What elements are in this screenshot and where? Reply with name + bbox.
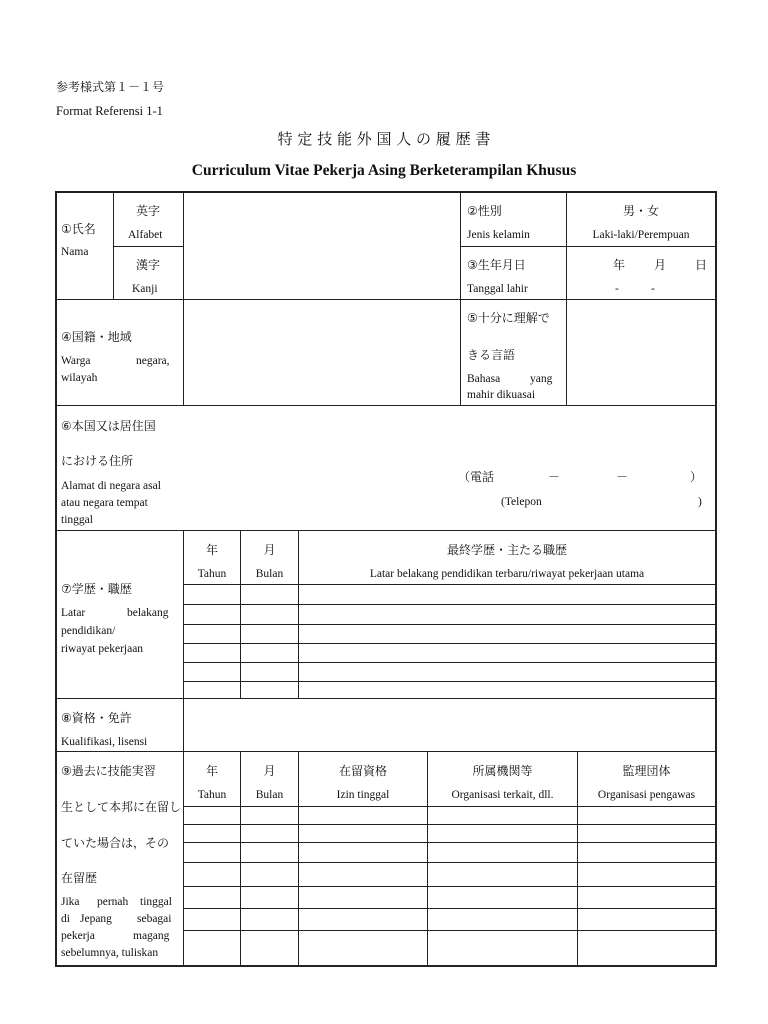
stay-col-month-id: Bulan bbox=[255, 789, 284, 801]
qualification-label-jp: ⑧資格・免許 bbox=[61, 711, 132, 725]
nationality-label-id-1: Warga bbox=[61, 355, 91, 367]
stay-col-org-jp: 所属機関等 bbox=[472, 764, 533, 778]
nationality-label-jp: ④国籍・地域 bbox=[61, 330, 132, 344]
stay-col-month-jp: 月 bbox=[263, 764, 276, 778]
phone-label-id: (Telepon bbox=[501, 496, 542, 508]
name-label-id: Nama bbox=[61, 246, 89, 258]
edu-col-month-id: Bulan bbox=[255, 568, 284, 580]
birthdate-field[interactable] bbox=[567, 248, 715, 298]
alphabet-label-jp: 英字 bbox=[136, 204, 161, 218]
past-stay-label-id-3b: magang bbox=[133, 930, 170, 942]
gender-options-jp[interactable]: 男・女 bbox=[622, 204, 659, 218]
name-alphabet-field[interactable] bbox=[185, 193, 459, 245]
title-jp: 特 定 技 能 外 国 人 の 履 歴 書 bbox=[277, 130, 491, 148]
phone-dash-2: － bbox=[616, 470, 629, 484]
stay-col-supervisor-jp: 監理団体 bbox=[622, 764, 671, 778]
edu-col-month-jp: 月 bbox=[263, 543, 276, 557]
past-stay-rows[interactable] bbox=[184, 807, 715, 964]
address-label-jp-1: ⑥本国又は居住国 bbox=[61, 419, 156, 433]
past-stay-label-jp-4: 在留歴 bbox=[61, 871, 98, 885]
phone-close-id: ) bbox=[698, 496, 702, 508]
phone-close-jp: ） bbox=[690, 470, 703, 484]
birth-label-id: Tanggal lahir bbox=[467, 283, 528, 295]
name-kanji-field[interactable] bbox=[185, 248, 459, 298]
phone-label-jp: （電話 bbox=[458, 470, 495, 484]
education-label-id-4: riwayat pekerjaan bbox=[61, 643, 144, 655]
birth-year-unit: 年 bbox=[613, 258, 626, 272]
language-label-id-1: Bahasa bbox=[467, 373, 501, 385]
language-field[interactable] bbox=[568, 301, 714, 404]
past-stay-label-id-1c: tinggal bbox=[140, 896, 172, 908]
kanji-label-id: Kanji bbox=[132, 283, 158, 295]
education-label-id-2: belakang bbox=[127, 607, 169, 619]
nationality-label-id-2: negara, bbox=[136, 355, 170, 367]
birth-dash-1: - bbox=[615, 283, 619, 295]
qualification-label-id: Kualifikasi, lisensi bbox=[61, 736, 148, 748]
past-stay-label-id-4: sebelumnya, tuliskan bbox=[61, 947, 159, 959]
education-label-id-1: Latar bbox=[61, 607, 86, 619]
birth-day-unit: 日 bbox=[695, 258, 708, 272]
birth-label-jp: ③生年月日 bbox=[467, 258, 526, 272]
stay-col-year-id: Tahun bbox=[197, 789, 227, 801]
language-label-jp-1: ⑤十分に理解で bbox=[467, 311, 550, 325]
gender-label-jp: ②性別 bbox=[467, 204, 502, 218]
stay-col-org-id: Organisasi terkait, dll. bbox=[451, 789, 554, 801]
nationality-label-id-3: wilayah bbox=[61, 372, 98, 384]
past-stay-label-id-2b: Jepang bbox=[80, 913, 112, 925]
address-label-jp-2: における住所 bbox=[61, 454, 134, 468]
address-label-id: Alamat di negara asal atau negara tempat tinggal bbox=[61, 480, 161, 526]
title-id: Curriculum Vitae Pekerja Asing Berketerampilan Khusus bbox=[191, 162, 577, 179]
past-stay-label-id-2c: sebagai bbox=[137, 913, 172, 925]
stay-col-status-id: Izin tinggal bbox=[336, 789, 390, 801]
language-label-id-2: yang bbox=[530, 373, 553, 385]
stay-col-year-jp: 年 bbox=[205, 764, 218, 778]
form-number: 参考様式第１－１号 bbox=[56, 80, 165, 94]
qualification-field[interactable] bbox=[185, 700, 715, 750]
past-stay-label-id-1b: pernah bbox=[97, 896, 129, 908]
alphabet-label-id: Alfabet bbox=[128, 229, 163, 241]
education-history-rows[interactable] bbox=[184, 585, 715, 698]
edu-col-year-id: Tahun bbox=[197, 568, 227, 580]
education-label-jp: ⑦学歴・職歴 bbox=[61, 582, 132, 596]
past-stay-label-id-2a: di bbox=[61, 913, 70, 925]
past-stay-label-jp-1: ⑨過去に技能実習 bbox=[61, 764, 156, 778]
birth-dash-2: - bbox=[651, 283, 655, 295]
edu-col-year-jp: 年 bbox=[205, 543, 218, 557]
name-label-jp: ①氏名 bbox=[61, 222, 96, 236]
past-stay-label-jp-2: 生として本邦に在留し bbox=[61, 800, 182, 814]
gender-label-id: Jenis kelamin bbox=[467, 229, 530, 241]
nationality-field[interactable] bbox=[185, 301, 459, 404]
past-stay-label-id-3a: pekerja bbox=[61, 930, 95, 942]
stay-col-status-jp: 在留資格 bbox=[338, 764, 387, 778]
phone-dash-1: － bbox=[548, 470, 561, 484]
language-label-id-3: mahir dikuasai bbox=[467, 389, 536, 401]
edu-col-detail-id: Latar belakang pendidikan terbaru/riwayat pekerjaan utama bbox=[369, 568, 645, 580]
past-stay-label-jp-3: ていた場合は，その bbox=[61, 836, 170, 850]
stay-col-supervisor-id: Organisasi pengawas bbox=[597, 789, 696, 801]
past-stay-label-id-1a: Jika bbox=[61, 896, 80, 908]
kanji-label-jp: 漢字 bbox=[136, 258, 161, 272]
address-field[interactable] bbox=[185, 407, 715, 529]
education-label-id-3: pendidikan/ bbox=[61, 625, 116, 637]
birth-month-unit: 月 bbox=[654, 258, 667, 272]
gender-options-id: Laki-laki/Perempuan bbox=[592, 229, 690, 241]
edu-col-detail-jp: 最終学歴・主たる職歴 bbox=[446, 543, 567, 557]
language-label-jp-2: きる言語 bbox=[467, 348, 516, 362]
format-reference: Format Referensi 1-1 bbox=[56, 104, 163, 118]
